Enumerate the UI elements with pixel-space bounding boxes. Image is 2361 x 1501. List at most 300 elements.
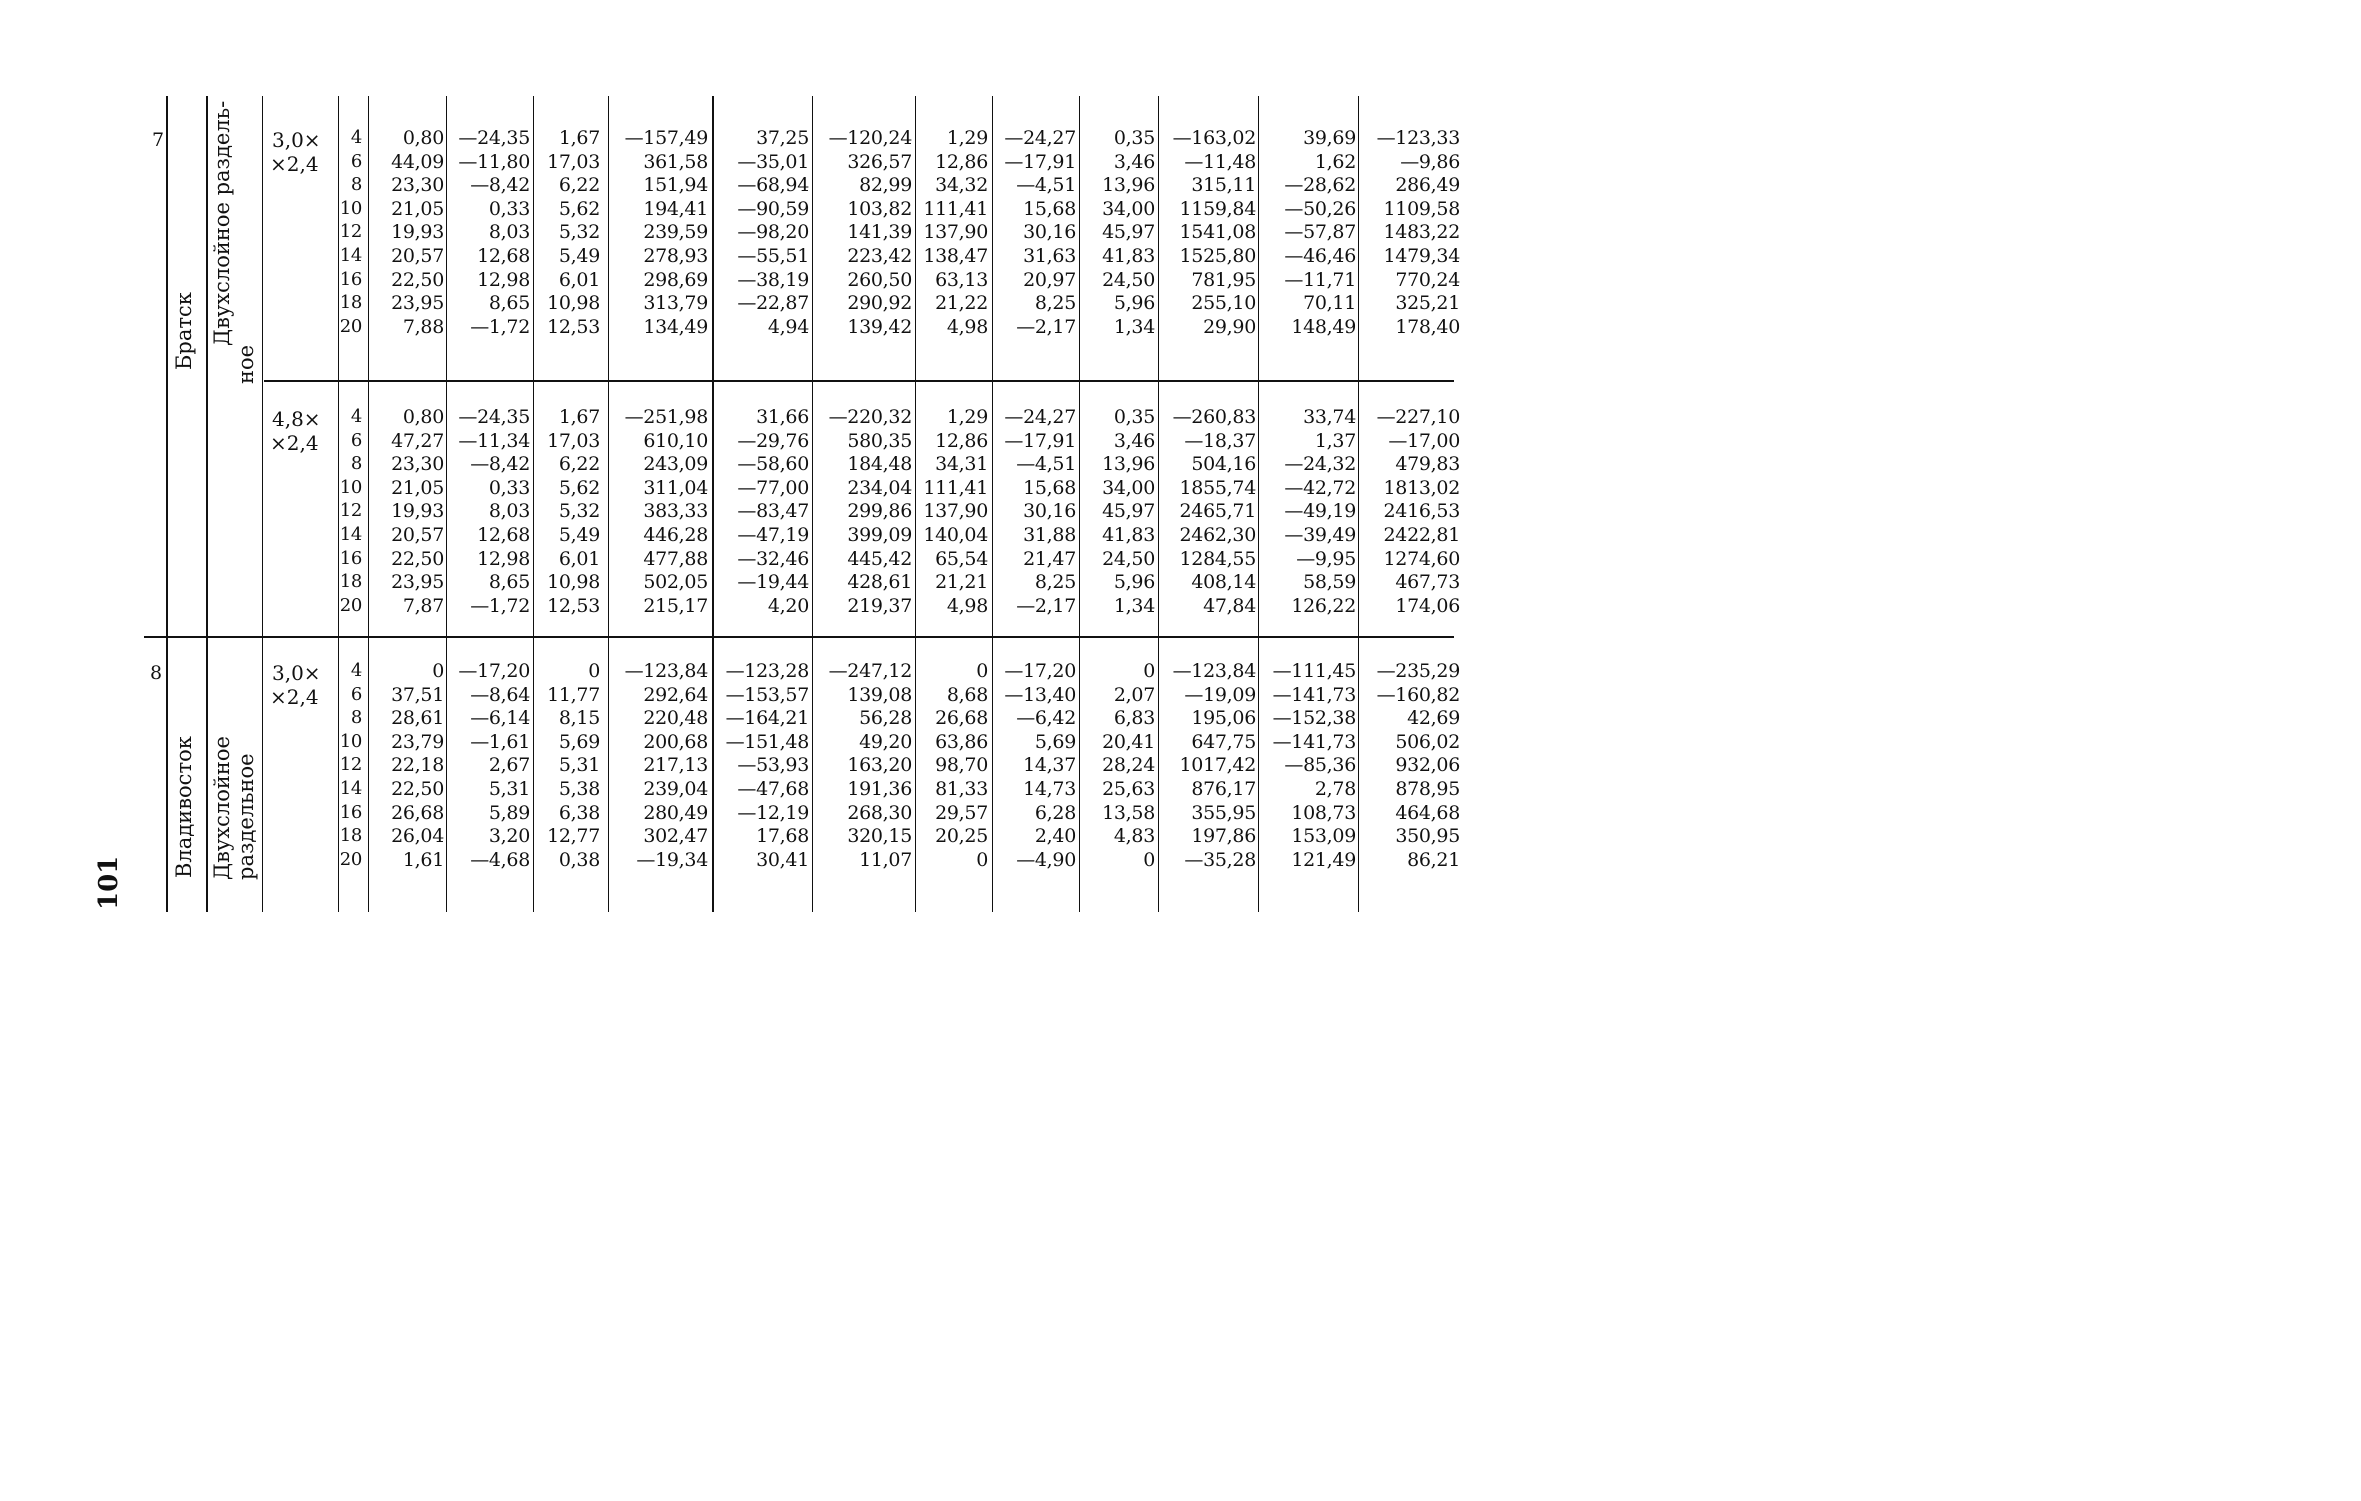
table-cell: 44,09 [391, 150, 444, 173]
table-cell: 1,61 [402, 848, 444, 871]
table-cell: —13,40 [1004, 683, 1076, 706]
table-cell: —123,84 [1172, 660, 1256, 682]
table-cell: 446,28 [643, 524, 708, 546]
table-cell: 445,42 [847, 547, 912, 570]
table-cell: 20,25 [935, 825, 988, 848]
table-cell: 0,80 [402, 127, 444, 149]
table-cell: 140,04 [923, 524, 988, 546]
table-cell: —22,87 [737, 292, 809, 315]
table-cell: 86,21 [1407, 848, 1460, 871]
table-cell: —85,36 [1284, 754, 1356, 777]
table-cell: —17,20 [1004, 660, 1076, 682]
table-cell: —35,01 [737, 150, 809, 173]
table-cell: 12,98 [477, 547, 530, 570]
construction-type: раздельное [234, 753, 258, 880]
table-cell: 153,09 [1291, 825, 1356, 848]
table-cell: —160,82 [1376, 683, 1460, 706]
table-cell: 17,68 [756, 825, 809, 848]
table-cell: 103,82 [847, 197, 912, 220]
panel-size: ×2,4 [270, 685, 319, 709]
table-cell: 22,18 [391, 754, 444, 777]
table-cell: 1541,08 [1179, 221, 1256, 244]
table-cell: —9,95 [1296, 547, 1356, 570]
table-cell: 14,37 [1023, 754, 1076, 777]
table-cell: —17,00 [1388, 429, 1460, 452]
table-cell: —123,28 [725, 660, 809, 682]
table-cell: 255,10 [1191, 292, 1256, 315]
table-cell: —2,17 [1016, 315, 1076, 338]
city-name: Братск [172, 292, 196, 370]
table-cell: 286,49 [1395, 174, 1460, 197]
table-cell: 1525,80 [1179, 245, 1256, 267]
table-cell: 1,29 [946, 127, 988, 149]
table-cell: 5,49 [558, 524, 600, 546]
table-cell: —68,94 [737, 174, 809, 197]
table-cell: 41,83 [1102, 524, 1155, 546]
table-cell: 126,22 [1291, 594, 1356, 617]
table-cell: 502,05 [643, 571, 708, 594]
table-cell: 464,68 [1395, 801, 1460, 824]
table-cell: 0,33 [488, 197, 530, 220]
table-cell: —6,14 [470, 707, 530, 730]
table-cell: 41,83 [1102, 245, 1155, 267]
table-cell: 12,53 [547, 315, 600, 338]
table-cell: 4,98 [946, 594, 988, 617]
table-cell: 290,92 [847, 292, 912, 315]
construction-type: Двухслойное раздель- [210, 100, 234, 346]
table-cell: —11,71 [1284, 268, 1356, 291]
table-cell: 876,17 [1191, 778, 1256, 800]
table-cell: 8,03 [488, 500, 530, 523]
table-cell: 506,02 [1395, 730, 1460, 753]
table-cell: 14 [339, 245, 362, 266]
table-cell: 8,65 [488, 571, 530, 594]
table-cell: 34,00 [1102, 476, 1155, 499]
table-cell: 361,58 [643, 150, 708, 173]
table-cell: —4,51 [1016, 453, 1076, 476]
table-cell: 30,16 [1023, 221, 1076, 244]
table-cell: 1,67 [558, 127, 600, 149]
table-cell: —4,90 [1016, 848, 1076, 871]
table-cell: —2,17 [1016, 594, 1076, 617]
table-cell: 20,41 [1102, 730, 1155, 753]
table-cell: 37,25 [756, 127, 809, 149]
table-cell: 6 [350, 429, 362, 451]
table-cell: 8,25 [1034, 292, 1076, 315]
table-cell: 6,22 [558, 453, 600, 476]
column-rule [262, 96, 263, 912]
table-cell: 219,37 [847, 594, 912, 617]
table-cell: —123,33 [1376, 127, 1460, 149]
table-cell: 33,74 [1303, 406, 1356, 428]
table-cell: 0 [1143, 660, 1155, 682]
table-cell: 6,38 [558, 801, 600, 824]
table-cell: 220,48 [643, 707, 708, 730]
table-cell: 311,04 [643, 476, 708, 499]
table-cell: 8,65 [488, 292, 530, 315]
table-cell: 23,95 [391, 571, 444, 594]
table-cell: —1,72 [470, 315, 530, 338]
table-cell: 3,46 [1113, 429, 1155, 452]
table-cell: 4,20 [767, 594, 809, 617]
table-cell: —11,48 [1184, 150, 1256, 173]
table-cell: 17,03 [547, 429, 600, 452]
table-cell: 18 [339, 292, 362, 314]
table-cell: 0,35 [1113, 406, 1155, 428]
table-cell: 14 [339, 778, 362, 799]
table-cell: —24,27 [1004, 127, 1076, 149]
table-cell: —17,91 [1004, 429, 1076, 452]
table-cell: 580,35 [847, 429, 912, 452]
table-cell: 151,94 [643, 174, 708, 197]
table-cell: 6,01 [558, 547, 600, 570]
table-cell: 28,24 [1102, 754, 1155, 777]
table-cell: —83,47 [737, 500, 809, 523]
table-cell: 4,98 [946, 315, 988, 338]
table-cell: 19,93 [391, 221, 444, 244]
table-cell: 17,03 [547, 150, 600, 173]
table-cell: 0,80 [402, 406, 444, 428]
table-cell: 16 [339, 268, 362, 290]
table-cell: —120,24 [828, 127, 912, 149]
table-cell: 14 [339, 524, 362, 545]
table-cell: 49,20 [859, 730, 912, 753]
table-cell: 139,08 [847, 683, 912, 706]
table-cell: 8,25 [1034, 571, 1076, 594]
table-cell: 1,34 [1113, 315, 1155, 338]
table-cell: 2416,53 [1383, 500, 1460, 523]
table-cell: 355,95 [1191, 801, 1256, 824]
column-rule [166, 96, 168, 912]
table-cell: 1813,02 [1383, 476, 1460, 499]
table-cell: 5,31 [558, 754, 600, 777]
table-cell: 12 [339, 754, 362, 776]
table-cell: 22,50 [391, 547, 444, 570]
table-cell: 98,70 [935, 754, 988, 777]
table-cell: 8,68 [946, 683, 988, 706]
table-cell: 2422,81 [1383, 524, 1460, 546]
column-rule [1258, 96, 1259, 912]
table-cell: 0,38 [558, 848, 600, 871]
table-cell: 121,49 [1291, 848, 1356, 871]
table-cell: —17,20 [458, 660, 530, 682]
table-cell: 21,05 [391, 197, 444, 220]
table-cell: —157,49 [624, 127, 708, 149]
table-cell: 5,62 [558, 197, 600, 220]
table-cell: 34,31 [935, 453, 988, 476]
table-cell: —6,42 [1016, 707, 1076, 730]
table-cell: 1109,58 [1383, 197, 1460, 220]
table-cell: 8 [350, 453, 362, 475]
table-cell: —260,83 [1172, 406, 1256, 428]
table-cell: 20,57 [391, 524, 444, 546]
table-cell: —8,42 [470, 453, 530, 476]
table-cell: 108,73 [1291, 801, 1356, 824]
table-cell: 19,93 [391, 500, 444, 523]
table-cell: 5,96 [1113, 292, 1155, 315]
table-cell: 1284,55 [1179, 547, 1256, 570]
table-cell: 70,11 [1303, 292, 1356, 315]
table-cell: 8,15 [558, 707, 600, 730]
table-cell: 11,07 [859, 848, 912, 871]
table-cell: 26,04 [391, 825, 444, 848]
table-cell: 58,59 [1303, 571, 1356, 594]
table-cell: —24,32 [1284, 453, 1356, 476]
table-cell: —4,68 [470, 848, 530, 871]
table-cell: —247,12 [828, 660, 912, 682]
page-number: 101 [94, 855, 124, 910]
table-cell: 0,35 [1113, 127, 1155, 149]
table-cell: 467,73 [1395, 571, 1460, 594]
panel-size: 4,8× [272, 407, 321, 431]
table-cell: 26,68 [935, 707, 988, 730]
table-cell: 138,47 [923, 245, 988, 267]
table-cell: 647,75 [1191, 730, 1256, 753]
table-cell: —35,28 [1184, 848, 1256, 871]
table-cell: 4 [350, 127, 362, 148]
table-cell: 4,94 [767, 315, 809, 338]
table-cell: 399,09 [847, 524, 912, 546]
table-cell: 770,24 [1395, 268, 1460, 291]
table-cell: 0 [1143, 848, 1155, 871]
table-cell: 65,54 [935, 547, 988, 570]
table-cell: 22,50 [391, 268, 444, 291]
table-cell: 5,69 [1034, 730, 1076, 753]
table-cell: 1855,74 [1179, 476, 1256, 499]
table-cell: 7,88 [402, 315, 444, 338]
table-cell: 299,86 [847, 500, 912, 523]
table-cell: 280,49 [643, 801, 708, 824]
block-rule [264, 380, 1454, 382]
table-cell: 111,41 [923, 197, 988, 220]
table-cell: 23,30 [391, 453, 444, 476]
table-cell: 5,32 [558, 221, 600, 244]
table-cell: 315,11 [1191, 174, 1256, 197]
table-cell: —153,57 [725, 683, 809, 706]
table-cell: —227,10 [1376, 406, 1460, 428]
table-cell: 47,84 [1203, 594, 1256, 617]
table-cell: 11,77 [547, 683, 600, 706]
column-rule [206, 96, 208, 912]
table-cell: 26,68 [391, 801, 444, 824]
table-cell: 313,79 [643, 292, 708, 315]
table-cell: 191,36 [847, 778, 912, 800]
table-cell: —8,64 [470, 683, 530, 706]
table-cell: —11,34 [458, 429, 530, 452]
table-cell: —47,19 [737, 524, 809, 546]
table-cell: 134,49 [643, 315, 708, 338]
table-cell: 21,47 [1023, 547, 1076, 570]
table-cell: —111,45 [1272, 660, 1356, 682]
table-cell: 174,06 [1395, 594, 1460, 617]
table-cell: 23,95 [391, 292, 444, 315]
table-cell: —24,35 [458, 127, 530, 149]
table-cell: 0,33 [488, 476, 530, 499]
table-cell: 243,09 [643, 453, 708, 476]
table-cell: 0 [976, 848, 988, 871]
table-cell: 45,97 [1102, 500, 1155, 523]
table-cell: 2462,30 [1179, 524, 1256, 546]
table-cell: 20,97 [1023, 268, 1076, 291]
table-cell: 81,33 [935, 778, 988, 800]
table-cell: —141,73 [1272, 730, 1356, 753]
table-cell: 14,73 [1023, 778, 1076, 800]
table-cell: —17,91 [1004, 150, 1076, 173]
table-cell: 30,16 [1023, 500, 1076, 523]
table-cell: 278,93 [643, 245, 708, 267]
city-name: Владивосток [172, 736, 196, 878]
column-rule [1079, 96, 1080, 912]
table-cell: 111,41 [923, 476, 988, 499]
table-cell: 268,30 [847, 801, 912, 824]
table-cell: 8 [350, 707, 362, 729]
table-cell: 2,78 [1314, 778, 1356, 800]
table-cell: 298,69 [643, 268, 708, 291]
table-cell: 20,57 [391, 245, 444, 267]
table-cell: —4,51 [1016, 174, 1076, 197]
row-number: 8 [150, 662, 163, 684]
table-cell: 12,68 [477, 245, 530, 267]
table-cell: —49,19 [1284, 500, 1356, 523]
table-cell: 16 [339, 547, 362, 569]
table-cell: 239,04 [643, 778, 708, 800]
table-cell: 139,42 [847, 315, 912, 338]
table-cell: —18,37 [1184, 429, 1256, 452]
table-cell: 5,31 [488, 778, 530, 800]
table-cell: 10 [339, 197, 362, 219]
table-cell: 31,66 [756, 406, 809, 428]
table-cell: —141,73 [1272, 683, 1356, 706]
table-cell: 325,21 [1395, 292, 1460, 315]
table-cell: 21,21 [935, 571, 988, 594]
table-cell: —19,09 [1184, 683, 1256, 706]
table-cell: —24,35 [458, 406, 530, 428]
table-cell: 12,86 [935, 150, 988, 173]
table-cell: 504,16 [1191, 453, 1256, 476]
table-cell: 195,06 [1191, 707, 1256, 730]
table-cell: —151,48 [725, 730, 809, 753]
row-number: 7 [152, 129, 165, 151]
table-cell: —235,29 [1376, 660, 1460, 682]
table-cell: 477,88 [643, 547, 708, 570]
table-cell: 223,42 [847, 245, 912, 267]
table-cell: —19,44 [737, 571, 809, 594]
table-cell: 82,99 [859, 174, 912, 197]
table-cell: 37,51 [391, 683, 444, 706]
table-cell: 18 [339, 825, 362, 847]
table-cell: 1,29 [946, 406, 988, 428]
table-cell: 320,15 [847, 825, 912, 848]
table-cell: 8 [350, 174, 362, 196]
table-cell: 24,50 [1102, 268, 1155, 291]
table-cell: 21,22 [935, 292, 988, 315]
table-cell: 2465,71 [1179, 500, 1256, 523]
table-cell: 5,62 [558, 476, 600, 499]
table-cell: 56,28 [859, 707, 912, 730]
construction-type: ное [234, 344, 258, 384]
table-cell: 781,95 [1191, 268, 1256, 291]
table-cell: —50,26 [1284, 197, 1356, 220]
table-cell: 31,63 [1023, 245, 1076, 267]
panel-size: 3,0× [272, 128, 321, 152]
table-cell: 12,86 [935, 429, 988, 452]
table-cell: 29,90 [1203, 315, 1256, 338]
panel-size: 3,0× [272, 661, 321, 685]
table-cell: —32,46 [737, 547, 809, 570]
table-cell: 137,90 [923, 500, 988, 523]
table-cell: 12,98 [477, 268, 530, 291]
table-cell: 350,95 [1395, 825, 1460, 848]
table-cell: 383,33 [643, 500, 708, 523]
table-cell: 428,61 [847, 571, 912, 594]
table-cell: 302,47 [643, 825, 708, 848]
table-cell: —12,19 [737, 801, 809, 824]
table-cell: 1,34 [1113, 594, 1155, 617]
table-cell: 326,57 [847, 150, 912, 173]
table-cell: 13,96 [1102, 174, 1155, 197]
table-cell: —58,60 [737, 453, 809, 476]
table-cell: 23,79 [391, 730, 444, 753]
table-cell: 932,06 [1395, 754, 1460, 777]
table-cell: 137,90 [923, 221, 988, 244]
table-cell: —57,87 [1284, 221, 1356, 244]
table-cell: 34,32 [935, 174, 988, 197]
table-cell: 6,22 [558, 174, 600, 197]
table-cell: 6 [350, 683, 362, 705]
table-cell: 47,27 [391, 429, 444, 452]
table-cell: 239,59 [643, 221, 708, 244]
table-cell: —19,34 [636, 848, 708, 871]
table-cell: 12,77 [547, 825, 600, 848]
table-cell: 20 [339, 848, 362, 870]
table-cell: 12,68 [477, 524, 530, 546]
table-cell: 197,86 [1191, 825, 1256, 848]
table-cell: —164,21 [725, 707, 809, 730]
table-cell: 4 [350, 660, 362, 681]
table-cell: 4 [350, 406, 362, 427]
table-cell: 63,86 [935, 730, 988, 753]
table-cell: 408,14 [1191, 571, 1256, 594]
table-cell: 1159,84 [1179, 197, 1256, 220]
table-cell: —11,80 [458, 150, 530, 173]
table-cell: —220,32 [828, 406, 912, 428]
table-cell: 217,13 [643, 754, 708, 777]
table-cell: 21,05 [391, 476, 444, 499]
table-cell: 4,83 [1113, 825, 1155, 848]
table-cell: 39,69 [1303, 127, 1356, 149]
table-cell: —152,38 [1272, 707, 1356, 730]
table-cell: —251,98 [624, 406, 708, 428]
table-cell: 6,01 [558, 268, 600, 291]
table-cell: 12 [339, 500, 362, 522]
table-cell: 63,13 [935, 268, 988, 291]
table-cell: 15,68 [1023, 197, 1076, 220]
table-cell: 23,30 [391, 174, 444, 197]
table-cell: 479,83 [1395, 453, 1460, 476]
table-cell: 20 [339, 315, 362, 337]
table-cell: 215,17 [643, 594, 708, 617]
table-cell: 22,50 [391, 778, 444, 800]
table-cell: 12 [339, 221, 362, 243]
table-cell: —55,51 [737, 245, 809, 267]
table-cell: 184,48 [847, 453, 912, 476]
table-cell: 1274,60 [1383, 547, 1460, 570]
table-cell: 1,37 [1314, 429, 1356, 452]
table-cell: 3,46 [1113, 150, 1155, 173]
table-cell: 260,50 [847, 268, 912, 291]
table-cell: 610,10 [643, 429, 708, 452]
table-cell: 194,41 [643, 197, 708, 220]
